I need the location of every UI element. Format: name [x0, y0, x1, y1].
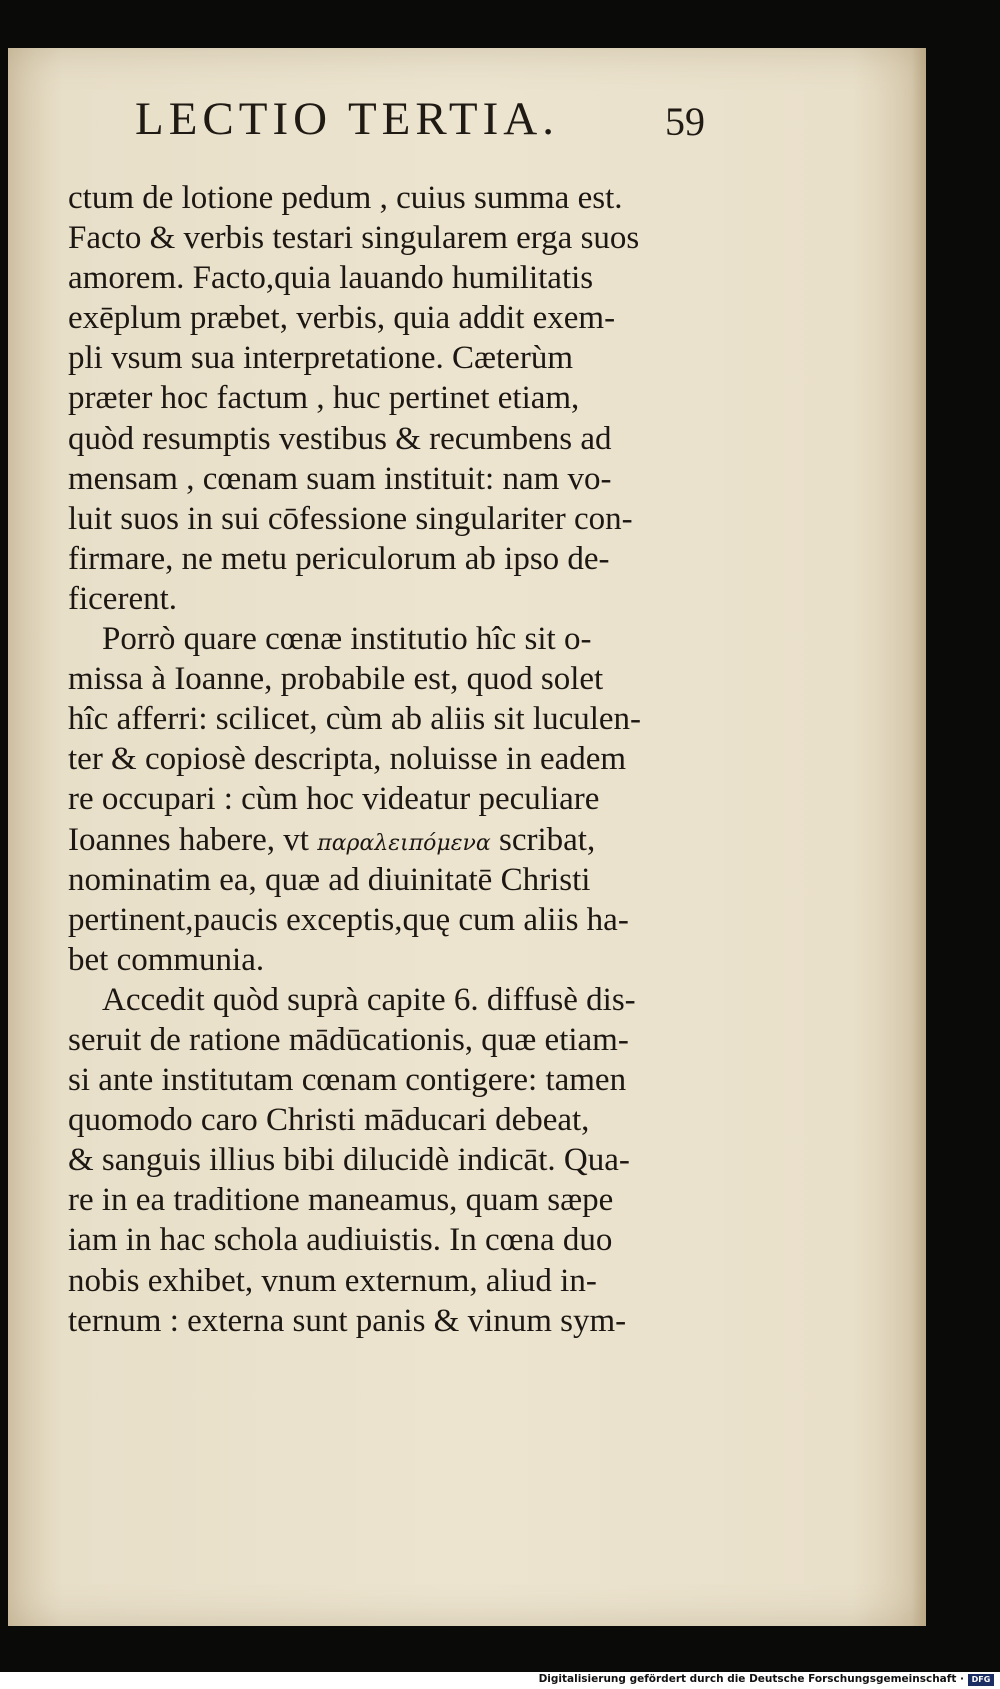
text-line: ternum : externa sunt panis & vinum sym- — [68, 1302, 627, 1339]
text-line: nobis exhibet, vnum externum, aliud in- — [68, 1262, 597, 1299]
text-line: re in ea traditione maneamus, quam sæpe — [68, 1182, 614, 1219]
text-line: seruit de ratione mādūcationis, quæ etiam- — [68, 1021, 629, 1058]
text-line: pertinent,paucis exceptis,quę cum aliis ha- — [68, 901, 629, 938]
text-line: firmare, ne metu periculorum ab ipso de- — [68, 540, 610, 577]
greek-word: παραλειπόμενα — [317, 830, 491, 856]
text-line: iam in hac schola audiuistis. In cœna duo — [68, 1222, 613, 1259]
body-text — [68, 178, 708, 1341]
footer-bar — [0, 1672, 1000, 1689]
text-line: hîc afferri: scilicet, cùm ab aliis sit luculen- — [68, 701, 642, 738]
dfg-logo: DFG — [968, 1674, 994, 1686]
text-line: bet communia. — [68, 941, 265, 978]
running-title: LECTIO TERTIA. — [135, 93, 559, 145]
text-line: & sanguis illius bibi dilucidè indicāt. Qua- — [68, 1142, 630, 1179]
text-line: luit suos in sui cōfessione singulariter con- — [68, 500, 633, 537]
text-segment: scribat, — [499, 821, 596, 858]
page-header — [135, 92, 705, 152]
page-edge-shadow — [912, 48, 926, 1626]
page-number: 59 — [665, 99, 705, 144]
text-line: pli vsum sua interpretatione. Cæterùm — [68, 340, 573, 377]
text-line: Accedit quòd suprà capite 6. diffusè dis- — [102, 981, 636, 1018]
text-line: præter hoc factum , huc pertinet etiam, — [68, 380, 580, 417]
text-line: mensam , cœnam suam instituit: nam vo- — [68, 460, 612, 497]
text-line: quòd resumptis vestibus & recumbens ad — [68, 420, 612, 457]
text-line: exēplum præbet, verbis, quia addit exem- — [68, 300, 616, 337]
text-line: re occupari : cùm hoc videatur peculiare — [68, 781, 600, 818]
text-line-with-greek — [68, 820, 708, 860]
text-line: si ante institutam cœnam contigere: tamen — [68, 1062, 627, 1099]
funding-credit: Digitalisierung gefördert durch die Deutsche Forschungsgemeinschaft · — [538, 1673, 964, 1685]
text-segment: Ioannes habere, vt — [68, 821, 309, 858]
text-line: ficerent. — [68, 580, 178, 617]
text-line: ter & copiosè descripta, noluisse in eadem — [68, 741, 627, 778]
text-line: Porrò quare cœnæ institutio hîc sit o- — [102, 621, 592, 658]
text-line: amorem. Facto,quia lauando humilitatis — [68, 260, 594, 297]
text-line: quomodo caro Christi māducari debeat, — [68, 1102, 590, 1139]
text-line: missa à Ioanne, probabile est, quod solet — [68, 661, 604, 698]
text-line: Facto & verbis testari singularem erga suos — [68, 220, 640, 257]
text-line: nominatim ea, quæ ad diuinitatē Christi — [68, 861, 591, 898]
text-line: ctum de lotione pedum , cuius summa est. — [68, 180, 623, 216]
